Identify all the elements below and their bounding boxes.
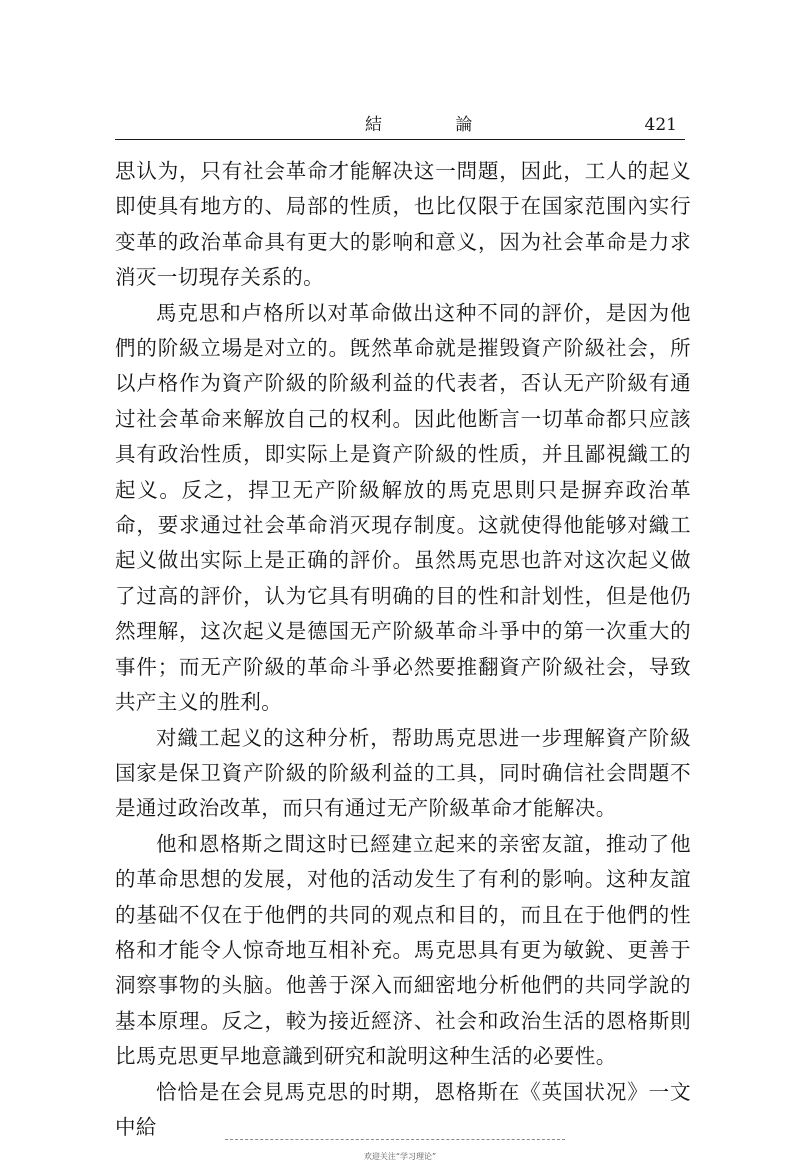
body-text: [115, 154, 691, 1145]
header-rule: [115, 139, 685, 140]
paragraph: 恰恰是在会見馬克思的时期，恩格斯在《英国状况》一文中給: [115, 1079, 691, 1139]
paragraph: 思认为，只有社会革命才能解决这一問題，因此，工人的起义即使具有地方的、局部的性质，也比仅限于在国家范围內实行变革的政治革命具有更大的影响和意义，因为社会革命是力求消灭一切現存关系的。: [115, 159, 691, 290]
footer-watermark: 欢迎关注“学习理论”: [363, 1152, 437, 1161]
paragraph: 他和恩格斯之間这时已經建立起来的亲密友誼，推动了他的革命思想的发展，对他的活动发生了有利的影响。这种友誼的基础不仅在于他們的共同的观点和目的，而且在于他們的性格和才能令人惊奇地互相补充。馬克思具有更为敏銳、更善于洞察事物的头脑。他善于深入而細密地分析他們的共同学說的基本原理。反之，較为接近經济、社会和政治生活的恩格斯則比馬克思更早地意識到研究和說明这种生活的必要性。: [115, 831, 691, 1069]
paragraph: 馬克思和卢格所以对革命做出这种不同的評价，是因为他們的阶級立場是对立的。旣然革命就是摧毁資产阶級社会，所以卢格作为資产阶級的阶級利益的代表者，否认无产阶級有通过社会革命来解放自己的权利。因此他断言一切革命都只应該具有政治性质，即实际上是資产阶級的性质，并且鄙視織工的起义。反之，捍卫无产阶級解放的馬克思則只是摒弃政治革命，要求通过社会革命消灭現存制度。这就使得他能够对織工起义做出实际上是正确的評价。虽然馬克思也許对这次起义做了过高的評价，认为它具有明确的目的性和計划性，但是他仍然理解，这次起义是德国无产阶級革命斗爭中的第一次重大的事件；而无产阶級的革命斗爭必然要推翻資产阶級社会，导致共产主义的胜利。: [115, 300, 691, 715]
footer-rule: [225, 1139, 565, 1140]
paragraph: 对織工起义的这种分析，帮助馬克思进一步理解資产阶級国家是保卫資产阶級的阶級利益的工具，同时确信社会問題不是通过政治改革，而只有通过无产阶級革命才能解决。: [115, 725, 691, 821]
page-number: 421: [644, 115, 677, 135]
running-title: 結 論: [365, 115, 507, 135]
running-header: [115, 110, 685, 140]
